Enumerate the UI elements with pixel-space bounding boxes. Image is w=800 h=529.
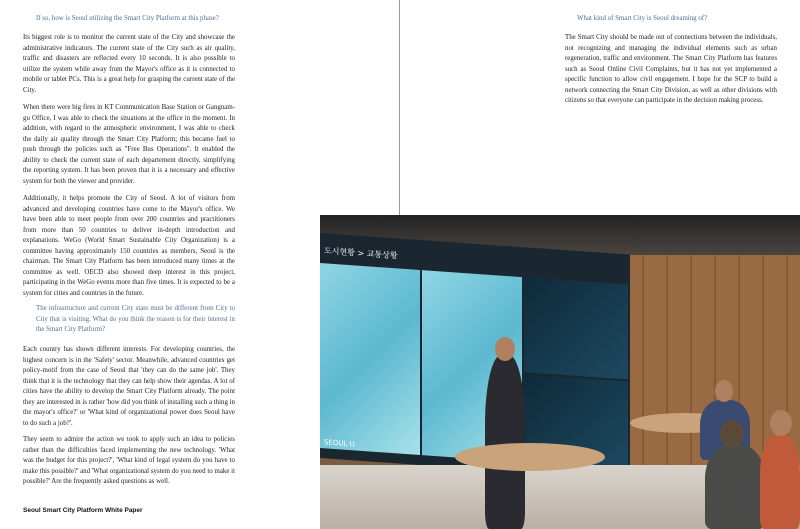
paragraph: Each country has shown different interests. For developing countries, the highest concern is in the 'Safety' sector. Meanwhile, advanced countries get policy-motif from the case of Seoul that 'they can do the same job'. They think that it is the technology that they can help show their agendas. A lot of cities have the ability to develop the Smart City Platform already. The point they are interested in is rather 'how did you think of installing such a thing in the mayor's office?' or 'What kind of organizational power does Seoul have to do such a job?'. [23,346,235,427]
video-wall-screen [320,233,630,480]
question-heading: What kind of Smart City is Seoul dreaming of? [577,15,708,22]
dashboard-panel [524,277,628,379]
footer-title: Seoul Smart City Platform White Paper [23,507,143,514]
speaker-head [495,337,515,361]
paragraph: They seem to admire the action we took to apply such an idea to policies rather than the difficulties faced implementing the new technology. 'What was the budget for this project?', 'What kind of legal system do you have to make this possible?' and 'What organizational system do you need to make it possible?' Are the frequently asked questions as well. [23,436,235,485]
paragraph: Its biggest role is to monitor the current state of the City and showcase the administrative indicators. The current state of the City such as air quality, traffic and disasters are reflected every 10 seconds. It is also possible to utilize the system while away from the Mayor's office as it is connected to mobile or tablet PCs. This is a great help for grasping the current state of the City. [23,34,235,94]
paragraph: The Smart City should be made out of connections between the individuals, not recognizing and managing the individual elements such as urban regeneration, traffic and environment. The Smart City Platform has features such as Seoul Online Civil Complaints, but it has not yet implemented a specific function to allow civil engagement. I hope for the SCP to build a network connecting the Smart City Division, as well as other divisions with citizens so that everyone can participate in the decision making process. [565,34,777,104]
speaker-person [485,355,525,529]
photo-smart-city-control-room [320,215,800,529]
screen-header-text: 도시현황 > 교통상황 [324,246,398,261]
paragraph: When there were big fires in KT Communication Base Station or Gangnam-gu Office, I was able to check the situations at the office in the moment. In addition, with regard to the atmospheric environment, I was able to check the daily air quality through the Smart City Platform; this became fuel to push through the policies such as "Free Bus Operations". It enabled the ability to check the current state of each departement directly, simplifying the reporting system. It has been proven that it is a necessary and effective system for both the viewer and provider. [23,104,235,185]
audience-head [715,380,733,402]
paragraph: Additionally, it helps promote the City of Seoul. A lot of visitors from advanced and developing countries have come to the Mayor's office. We have been able to meet people from over 200 countries and practitioners from more than 50 countries to deliver in-depth introduction and explanations. WeGo (World Smart Sustainable City Organization) is a committee having approximately 150 countries as members, Seoul is the chairman. The Smart City Platform has been introduced many times at the committee as well. OECD also showed deep interest in this project, participating in the WeGo events more than five times. It is expected to be a system for cities and countries in the future. [23,195,235,297]
question-heading: If so, how is Seoul utilizing the Smart City Platform at this phase? [36,15,219,22]
screen-brand-text: SEOUL·U [324,438,355,449]
audience-person [705,445,765,529]
audience-head [720,420,744,448]
audience-person [760,435,800,529]
round-table [455,443,605,471]
question-heading: The infrastructure and current City state must be different from City to City that is visiting. What do you think the reason is for their interest in the Smart City Platform? [36,305,235,333]
map-panel [320,263,420,455]
audience-head [770,410,792,436]
